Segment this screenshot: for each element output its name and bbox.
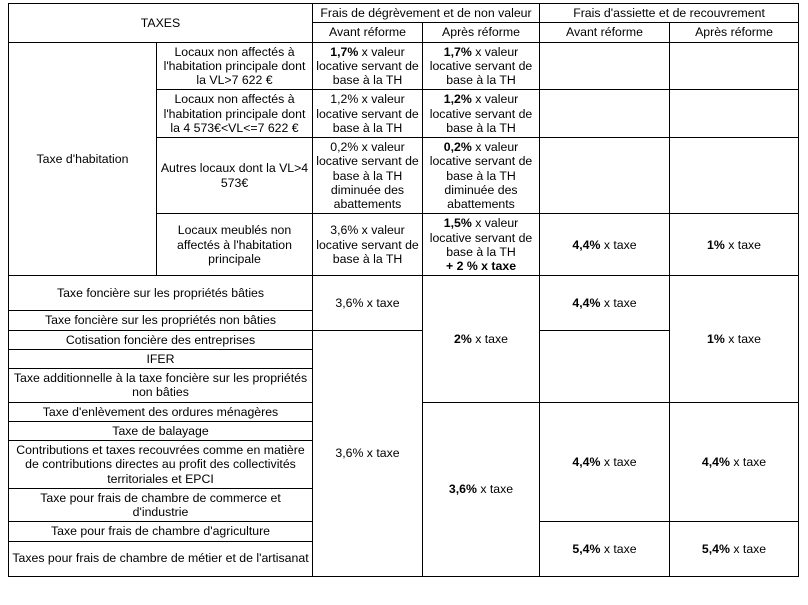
value-bold: 3,6% [330,223,359,238]
value-apres-assiette-1 [670,42,799,90]
value-apres-degrevement-36 [423,402,540,576]
value-bold: 4,4% [572,237,601,252]
header-taxes: TAXES [9,4,313,43]
tax-comparison-table [8,3,799,577]
row-label-taxe-additionnelle: Taxe additionnelle à la taxe foncière sur les propriétés non bâties [9,369,313,403]
row-label-cfe: Cotisation foncière des entreprises [9,330,313,349]
value-rest: x taxe [724,237,762,252]
value-apres-assiette-2 [670,90,799,138]
value-bold: 4,4% [572,295,601,310]
value-avant-assiette-1 [540,42,670,90]
table-header-row [9,4,799,23]
value-rest: x taxe [729,541,767,556]
value-apres-degrevement-3 [423,138,540,214]
value-avant-degrevement-36-bottom [313,330,423,576]
value-bold: 4,4% [701,454,730,469]
value-rest: x taxe [600,237,637,252]
value-bold: 2% [454,331,472,346]
value-avant-assiette-44-bottom [540,402,670,522]
row-label-tf-baties: Taxe foncière sur les propriétés bâties [9,276,313,311]
value-rest: x taxe [724,331,762,346]
value-apres-assiette-44 [670,402,799,522]
value-avant-degrevement-36-top [313,276,423,330]
row-label-taxe-balayage: Taxe de balayage [9,421,313,440]
value-avant-assiette-44-top [540,276,670,330]
value-bold: 1% [707,331,725,346]
value-rest: x taxe [363,445,400,460]
value-bold: 5,4% [701,541,730,556]
value-avant-assiette-blank-1 [540,330,670,402]
value-avant-degrevement-1 [313,42,423,90]
value-avant-degrevement-4 [313,214,423,276]
value-rest: x valeur locative servant de base à la TH [316,92,419,135]
value-apres-degrevement-4 [423,214,540,276]
value-bold: 3,6% [448,481,477,496]
value-rest: x taxe [600,295,637,310]
value-avant-degrevement-3 [313,138,423,214]
value-rest: x taxe [600,541,637,556]
value-rest: x valeur locative servant de base à la TH [429,44,533,87]
value-avant-assiette-54 [540,522,670,576]
row-label-contributions-taxes: Contributions et taxes recouvrées comme en matière de contributions directes au profit des collectivités territoriales et EPCI [9,441,313,489]
value-rest: x taxe [363,295,400,310]
value-avant-assiette-4 [540,214,670,276]
row-label-ifer: IFER [9,349,313,368]
value-rest: x taxe [471,331,509,346]
value-bold: 5,4% [572,541,601,556]
value-rest: x valeur locative servant de base à la TH [316,223,419,266]
value-bold: 1,2% [443,92,472,107]
value-bold: 0,2% [443,140,472,154]
row-label-chambre-agriculture: Taxe pour frais de chambre d'agriculture [9,522,313,541]
value-apres-degrevement-1 [423,42,540,90]
row-label-chambre-metier: Taxes pour frais de chambre de métier et de l'artisanat [9,541,313,576]
header-apres-reforme-degrevement: Après réforme [423,23,540,42]
value-rest: x taxe [476,481,514,496]
table-row [9,276,799,311]
value-bold: 4,4% [572,454,601,469]
value-bold: 1,2% [330,92,359,107]
header-group-assiette: Frais d'assiette et de recouvrement [540,4,799,23]
value-rest: x valeur locative servant de base à la TH diminuée des abattements [316,140,419,211]
header-group-degrevement: Frais de dégrèvement et de non valeur [313,4,540,23]
value-rest: x valeur locative servant de base à la TH [429,92,533,135]
value-rest: x taxe [729,454,767,469]
value-bold: 1,7% [443,44,472,59]
value-bold: 1% [707,237,725,252]
header-apres-reforme-assiette: Après réforme [670,23,799,42]
row-label-tf-non-baties: Taxe foncière sur les propriétés non bâties [9,311,313,330]
value-bold: 1,7% [330,44,359,59]
row-label-chambre-commerce: Taxe pour frais de chambre de commerce et d'industrie [9,488,313,522]
value-avant-assiette-2 [540,90,670,138]
value-rest: x valeur locative servant de base à la TH diminuée des abattements [429,140,533,211]
category-locaux-non-affectes-vl-sup-7622: Locaux non affectés à l'habitation principale dont la VL>7 622 € [157,42,313,90]
category-locaux-non-affectes-vl-4573-7622: Locaux non affectés à l'habitation principale dont la 4 573€<VL<=7 622 € [157,90,313,138]
header-avant-reforme-degrevement: Avant réforme [313,23,423,42]
table-row [9,42,799,90]
value-bold: 3,6% [335,445,364,460]
value-apres-assiette-54 [670,522,799,576]
value-rest: x taxe [600,454,637,469]
value-apres-degrevement-2 [423,90,540,138]
value-bold: 0,2% [330,140,359,154]
value-apres-assiette-3 [670,138,799,214]
value-extra: + 2 % x taxe [445,259,517,273]
value-avant-assiette-3 [540,138,670,214]
value-apres-assiette-1pct [670,276,799,402]
value-rest: x valeur locative servant de base à la TH [316,44,419,87]
header-avant-reforme-assiette: Avant réforme [540,23,670,42]
value-bold: 3,6% [335,295,364,310]
value-bold: 1,5% [443,216,472,231]
value-apres-assiette-4 [670,214,799,276]
category-locaux-meubles-non-affectes: Locaux meublés non affectés à l'habitation principale [157,214,313,276]
value-rest: x valeur locative servant de base à la TH [429,216,533,259]
value-apres-degrevement-2pct [423,276,540,402]
row-label-taxe-habitation: Taxe d'habitation [9,42,157,276]
row-label-teom: Taxe d'enlèvement des ordures ménagères [9,402,313,421]
value-avant-degrevement-2 [313,90,423,138]
category-autres-locaux-vl-sup-4573: Autres locaux dont la VL>4 573€ [157,138,313,214]
